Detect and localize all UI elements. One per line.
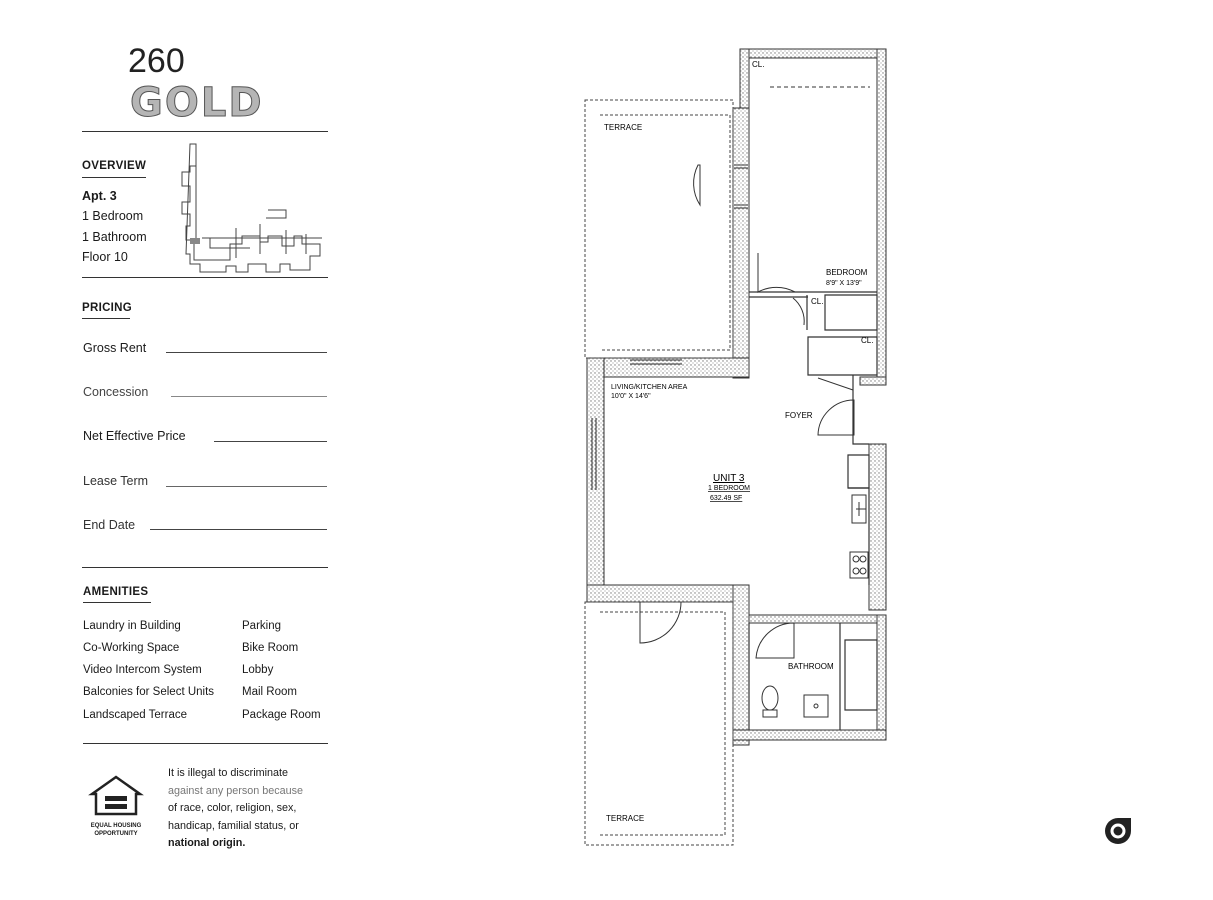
pricing-heading: PRICING bbox=[82, 302, 133, 314]
floor-number: Floor 10 bbox=[82, 250, 128, 264]
key-plan-thumbnail bbox=[176, 138, 330, 273]
disclaimer-line: handicap, familial status, or bbox=[168, 819, 299, 832]
net-effective-price-field[interactable] bbox=[214, 441, 327, 442]
closet-label: CL. bbox=[752, 60, 765, 69]
amenity-item: Parking bbox=[242, 620, 281, 632]
amenity-item: Balconies for Select Units bbox=[83, 686, 215, 698]
overview-underline bbox=[82, 177, 146, 178]
closet-label: CL. bbox=[811, 297, 824, 306]
unit-label: UNIT 3 bbox=[713, 473, 745, 484]
terrace-top-label: TERRACE bbox=[604, 123, 643, 132]
amenity-item: Laundry in Building bbox=[83, 620, 181, 632]
disclaimer-line: national origin. bbox=[168, 837, 246, 849]
floor-plan bbox=[570, 40, 900, 855]
living-room-label: LIVING/KITCHEN AREA bbox=[611, 384, 688, 391]
bedroom-label: BEDROOM bbox=[826, 268, 868, 277]
terrace-bottom-label: TERRACE bbox=[606, 814, 645, 823]
unit-type: 1 BEDROOM bbox=[708, 485, 751, 492]
equal-housing-text bbox=[81, 822, 151, 838]
company-logo-icon bbox=[1102, 816, 1134, 846]
apt-number: Apt. 3 bbox=[82, 189, 117, 203]
amenity-item: Bike Room bbox=[242, 642, 299, 654]
lease-term-label: Lease Term bbox=[83, 474, 149, 488]
amenity-item: Package Room bbox=[242, 709, 321, 721]
bathroom-label: BATHROOM bbox=[788, 662, 834, 671]
amenity-item: Landscaped Terrace bbox=[83, 709, 187, 721]
divider bbox=[82, 567, 328, 568]
end-date-label: End Date bbox=[83, 518, 136, 532]
divider bbox=[83, 743, 328, 744]
end-date-field[interactable] bbox=[150, 529, 327, 530]
amenity-item: Co-Working Space bbox=[83, 642, 180, 654]
net-effective-price-label: Net Effective Price bbox=[83, 429, 186, 443]
amenities-heading: AMENITIES bbox=[83, 586, 149, 598]
concession-field[interactable] bbox=[171, 396, 327, 397]
bedroom-count: 1 Bedroom bbox=[82, 209, 144, 223]
closet-label: CL. bbox=[861, 336, 874, 345]
brand-wordmark: GOLD bbox=[130, 80, 264, 126]
foyer-label: FOYER bbox=[785, 411, 813, 420]
overview-heading: OVERVIEW bbox=[82, 160, 147, 172]
amenities-underline bbox=[83, 602, 151, 603]
equal-housing-icon bbox=[88, 774, 144, 818]
lease-term-field[interactable] bbox=[166, 486, 327, 487]
bedroom-dimensions: 8'9" X 13'9" bbox=[826, 280, 862, 287]
amenity-item: Lobby bbox=[242, 664, 274, 676]
divider bbox=[82, 277, 328, 278]
eho-line1: EQUAL HOUSING bbox=[90, 823, 142, 829]
gross-rent-label: Gross Rent bbox=[83, 341, 147, 355]
pricing-underline bbox=[82, 318, 130, 319]
amenity-item: Mail Room bbox=[242, 686, 297, 698]
eho-line2: OPPORTUNITY bbox=[94, 831, 138, 837]
unit-area: 632.49 SF bbox=[710, 495, 743, 502]
divider bbox=[82, 131, 328, 132]
fair-housing-disclaimer bbox=[168, 765, 328, 853]
disclaimer-line: of race, color, religion, sex, bbox=[168, 802, 297, 814]
bathroom-count: 1 Bathroom bbox=[82, 230, 147, 244]
amenity-item: Video Intercom System bbox=[83, 664, 202, 676]
disclaimer-line: It is illegal to discriminate bbox=[168, 767, 289, 779]
gross-rent-field[interactable] bbox=[166, 352, 327, 353]
living-room-dimensions: 10'0" X 14'6" bbox=[611, 393, 651, 400]
disclaimer-line: against any person because bbox=[168, 784, 304, 797]
brand-number: 260 bbox=[128, 42, 185, 80]
concession-label: Concession bbox=[83, 385, 149, 399]
